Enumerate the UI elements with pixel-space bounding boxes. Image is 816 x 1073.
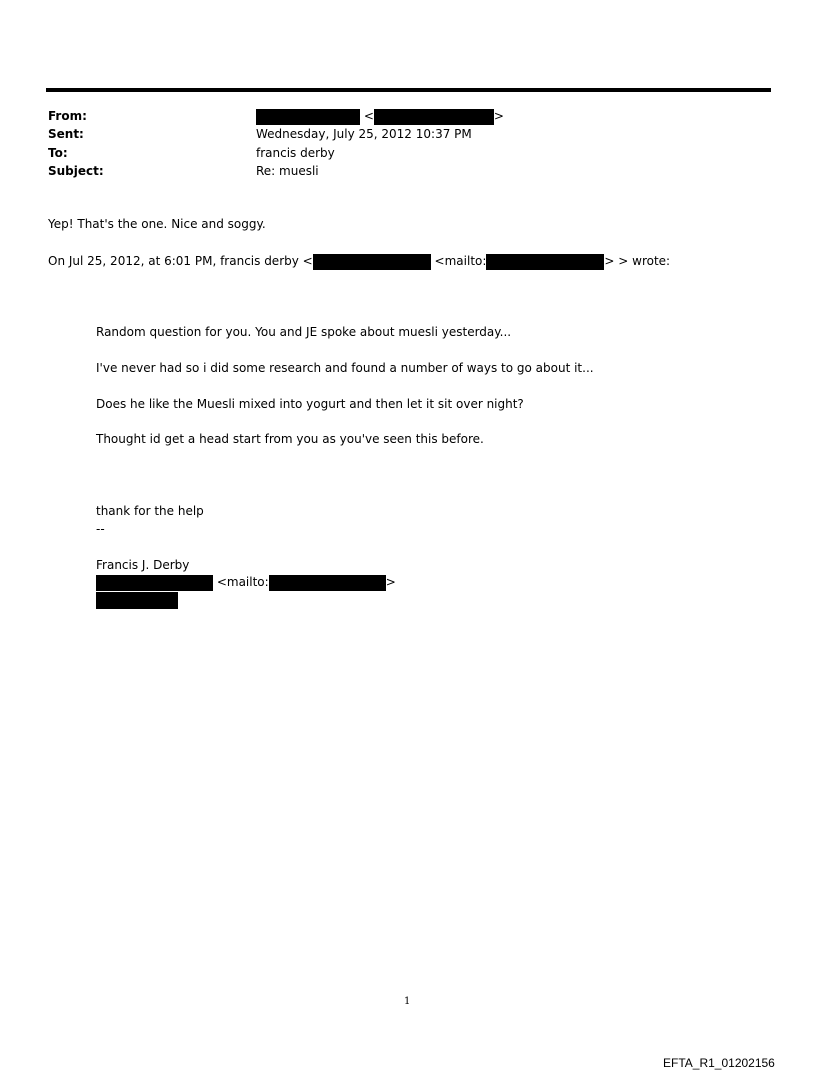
from-value [256,108,504,125]
sent-label: Sent: [48,127,84,141]
signature-contact [96,574,396,591]
sent-value: Wednesday, July 25, 2012 10:37 PM [256,127,472,141]
from-close-bracket: > [493,109,504,123]
page-number: 1 [404,996,411,1007]
quoted-line: Thought id get a head start from you as you've seen this before. [96,432,484,446]
quoted-line: Random question for you. You and JE spoke about muesli yesterday... [96,325,512,339]
signature-mailto: <mailto: [216,575,269,589]
redaction-block [96,575,213,591]
bates-number: EFTA_R1_01202156 [663,1056,775,1070]
from-open-bracket: < [363,109,374,123]
header-rule [46,88,771,92]
redaction-block [269,575,386,591]
reply-text: Yep! That's the one. Nice and soggy. [48,217,266,231]
redaction-block [313,254,431,270]
redaction-block [486,254,604,270]
to-value: francis derby [256,146,335,160]
redaction-block [256,109,360,125]
quoted-line: Does he like the Muesli mixed into yogurt and then let it sit over night? [96,397,524,411]
to-label: To: [48,146,68,160]
subject-value: Re: muesli [256,164,319,178]
quoted-line: I've never had so i did some research and found a number of ways to go about it... [96,361,594,375]
from-label: From: [48,109,87,123]
signature-separator: -- [96,522,105,536]
redaction-block [374,109,494,125]
signature-name: Francis J. Derby [96,558,190,572]
redaction-block [96,592,178,609]
quote-intro-start: On Jul 25, 2012, at 6:01 PM, francis derby < [48,254,313,268]
quote-intro-mailto: <mailto: [434,254,487,268]
quote-intro [48,253,670,270]
signature-close: > [385,575,396,589]
thanks-line: thank for the help [96,504,204,518]
quote-intro-end: > > wrote: [604,254,671,268]
subject-label: Subject: [48,164,104,178]
